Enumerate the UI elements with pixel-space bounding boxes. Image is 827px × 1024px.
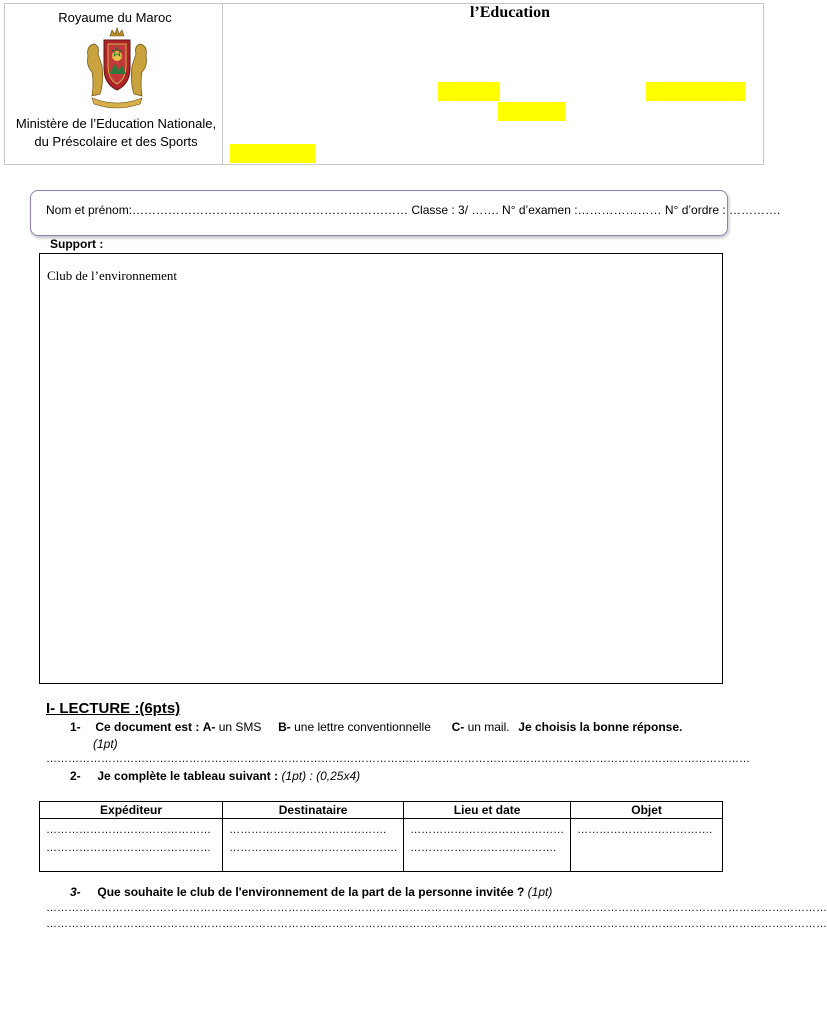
highlight-block — [438, 82, 500, 101]
question-2-points: (1pt) : (0,25x4) — [281, 769, 361, 783]
col-header-destinataire: Destinataire — [223, 802, 404, 819]
question-1 — [70, 720, 682, 734]
table-cell[interactable]: ……………………………………… ……………………………………… — [40, 819, 223, 872]
question-3-points: (1pt) — [527, 885, 553, 899]
question-3-number: 3- — [70, 885, 81, 899]
answer-table — [39, 801, 723, 872]
question-1-points: (1pt) — [93, 737, 118, 751]
ministry-line-2: du Préscolaire et des Sports — [34, 134, 198, 149]
question-1-lead: Ce document est : — [95, 720, 200, 734]
header-title: l’Education — [469, 4, 550, 21]
question-2 — [70, 769, 360, 783]
question-2-number: 2- — [70, 769, 81, 783]
support-label: Support : — [50, 237, 104, 251]
section-title: I- LECTURE :(6pts) — [46, 700, 181, 717]
country-name: Royaume du Maroc — [58, 10, 172, 25]
col-header-lieu-date: Lieu et date — [404, 802, 571, 819]
col-header-objet: Objet — [571, 802, 723, 819]
coat-of-arms-emblem — [82, 26, 152, 110]
student-info-line: Nom et prénom:…………………………………………………………… Classe : 3/ ……. N° d’examen :………………… N° d’ordre : …………. — [46, 203, 781, 217]
question-3-lead: Que souhaite le club de l'environnement de la part de la personne invitée ? — [97, 885, 525, 899]
table-cell[interactable]: …………………………………… …………………………………. — [404, 819, 571, 872]
answer-line: …………………………………………………………………………………………………………………………………………………………………………………………… — [46, 902, 827, 914]
question-1-number: 1- — [70, 720, 81, 734]
highlight-block — [646, 82, 745, 101]
option-a-letter: A- — [202, 720, 216, 734]
option-a-text: un SMS — [215, 720, 262, 734]
table-header-row — [40, 802, 723, 819]
ministry-name — [6, 115, 226, 151]
option-c-text: un mail. — [464, 720, 510, 734]
table-cell[interactable]: ………………………………. — [571, 819, 723, 872]
question-2-lead: Je complète le tableau suivant : — [97, 769, 279, 783]
option-b-text: une lettre conventionnelle — [290, 720, 431, 734]
highlight-block — [230, 144, 315, 163]
question-1-instruction: Je choisis la bonne réponse. — [518, 720, 683, 734]
answer-line: ………………………………………………………………………………………………………………………………………………………………………… — [46, 753, 750, 765]
support-text-box — [39, 253, 723, 684]
support-title: Club de l’environnement — [47, 268, 177, 283]
answer-line: …………………………………………………………………………………………………………………………………………………………………………………………… — [46, 918, 827, 930]
table-cell[interactable]: ……………………………………. ………………………………………. — [223, 819, 404, 872]
ministry-line-1: Ministère de l’Education Nationale, — [15, 116, 217, 131]
option-c-letter: C- — [451, 720, 465, 734]
highlight-block — [498, 102, 565, 121]
table-row — [40, 819, 723, 872]
option-b-letter: B- — [278, 720, 291, 734]
question-3 — [70, 885, 552, 899]
col-header-expediteur: Expéditeur — [40, 802, 223, 819]
